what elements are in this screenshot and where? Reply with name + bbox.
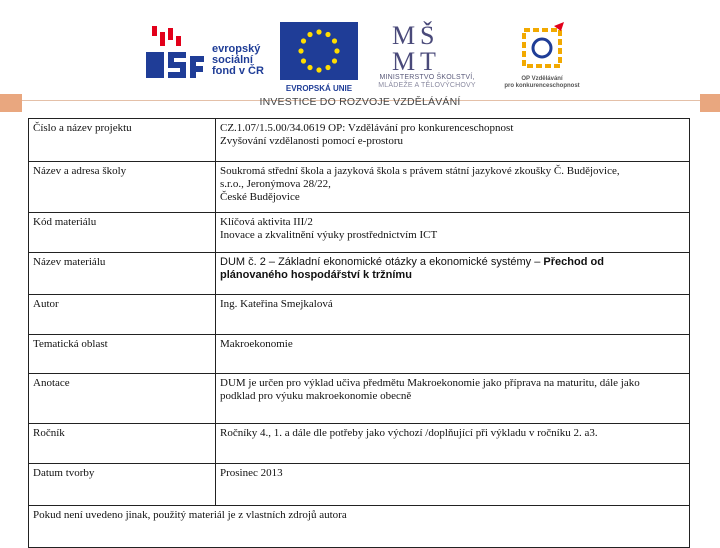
row-label: Název a adresa školy (29, 162, 216, 213)
svg-text:Š: Š (420, 21, 435, 50)
table-row (29, 162, 690, 213)
row-label: Název materiálu (29, 253, 216, 295)
row-label: Číslo a název projektu (29, 119, 216, 162)
svg-text:M: M (392, 21, 416, 50)
msmt-logo (362, 16, 490, 100)
row-value: DUM je určen pro výklad učiva předmětu Makroekonomie jako příprava na maturitu, dále jako podklad pro výuku makroekonomie obecně (216, 374, 690, 424)
eu-logo: EVROPSKÁ UNIE (276, 20, 362, 98)
row-label: Tematická oblast (29, 335, 216, 374)
table-row (29, 295, 690, 335)
table-row (29, 506, 690, 548)
esf-logo (146, 22, 274, 92)
op-caption: OP Vzdělávání pro konkurenceschopnost (504, 76, 580, 89)
table-row (29, 424, 690, 464)
row-value: Ročníky 4., 1. a dále dle potřeby jako výchozí /doplňující při výkladu v ročníku 2. a3. (216, 424, 690, 464)
table-row (29, 335, 690, 374)
row-label: Ročník (29, 424, 216, 464)
msmt-mark (362, 16, 490, 74)
row-value: DUM č. 2 – Základní ekonomické otázky a ekonomické systémy – Přechod od plánovaného hospodářství k tržnímu (216, 253, 690, 295)
row-label: Kód materiálu (29, 213, 216, 253)
table-row (29, 374, 690, 424)
op-mark (502, 20, 582, 76)
table-row (29, 253, 690, 295)
row-label: Datum tvorby (29, 464, 216, 506)
row-label: Autor (29, 295, 216, 335)
row-value: Klíčová aktivita III/2 Inovace a zkvalitnění výuky prostřednictvím ICT (216, 213, 690, 253)
svg-text:T: T (420, 47, 436, 74)
project-info-table (28, 118, 690, 548)
esf-mark (146, 22, 212, 84)
op-logo (502, 20, 582, 100)
accent-block-right (700, 94, 720, 112)
svg-text:M: M (392, 47, 416, 74)
row-value: Prosinec 2013 (216, 464, 690, 506)
table-row (29, 464, 690, 506)
investment-slogan: INVESTICE DO ROZVOJE VZDĚLÁVÁNÍ (259, 96, 461, 108)
row-label: Anotace (29, 374, 216, 424)
row-value: Ing. Kateřina Smejkalová (216, 295, 690, 335)
msmt-caption: MINISTERSTVO ŠKOLSTVÍ, MLÁDEŽE A TĚLOVÝCHOVY (378, 74, 476, 89)
esf-wordmark: evropský sociální fond v ČR (212, 43, 264, 77)
footer-note: Pokud není uvedeno jinak, použitý materiál je z vlastních zdrojů autora (29, 506, 690, 548)
table-row (29, 213, 690, 253)
eu-flag-icon (276, 20, 362, 82)
row-value: CZ.1.07/1.5.00/34.0619 OP: Vzdělávání pro konkurenceschopnost Zvyšování vzdělanosti pomocí e-prostoru (216, 119, 690, 162)
row-value: Soukromá střední škola a jazyková škola s právem státní jazykové zkoušky Č. Budějovice, s.r.o., Jeronýmova 28/22, České Budějovice (216, 162, 690, 213)
row-value: Makroekonomie (216, 335, 690, 374)
table-row (29, 119, 690, 162)
logo-banner (140, 8, 580, 108)
accent-block-left (0, 94, 22, 112)
